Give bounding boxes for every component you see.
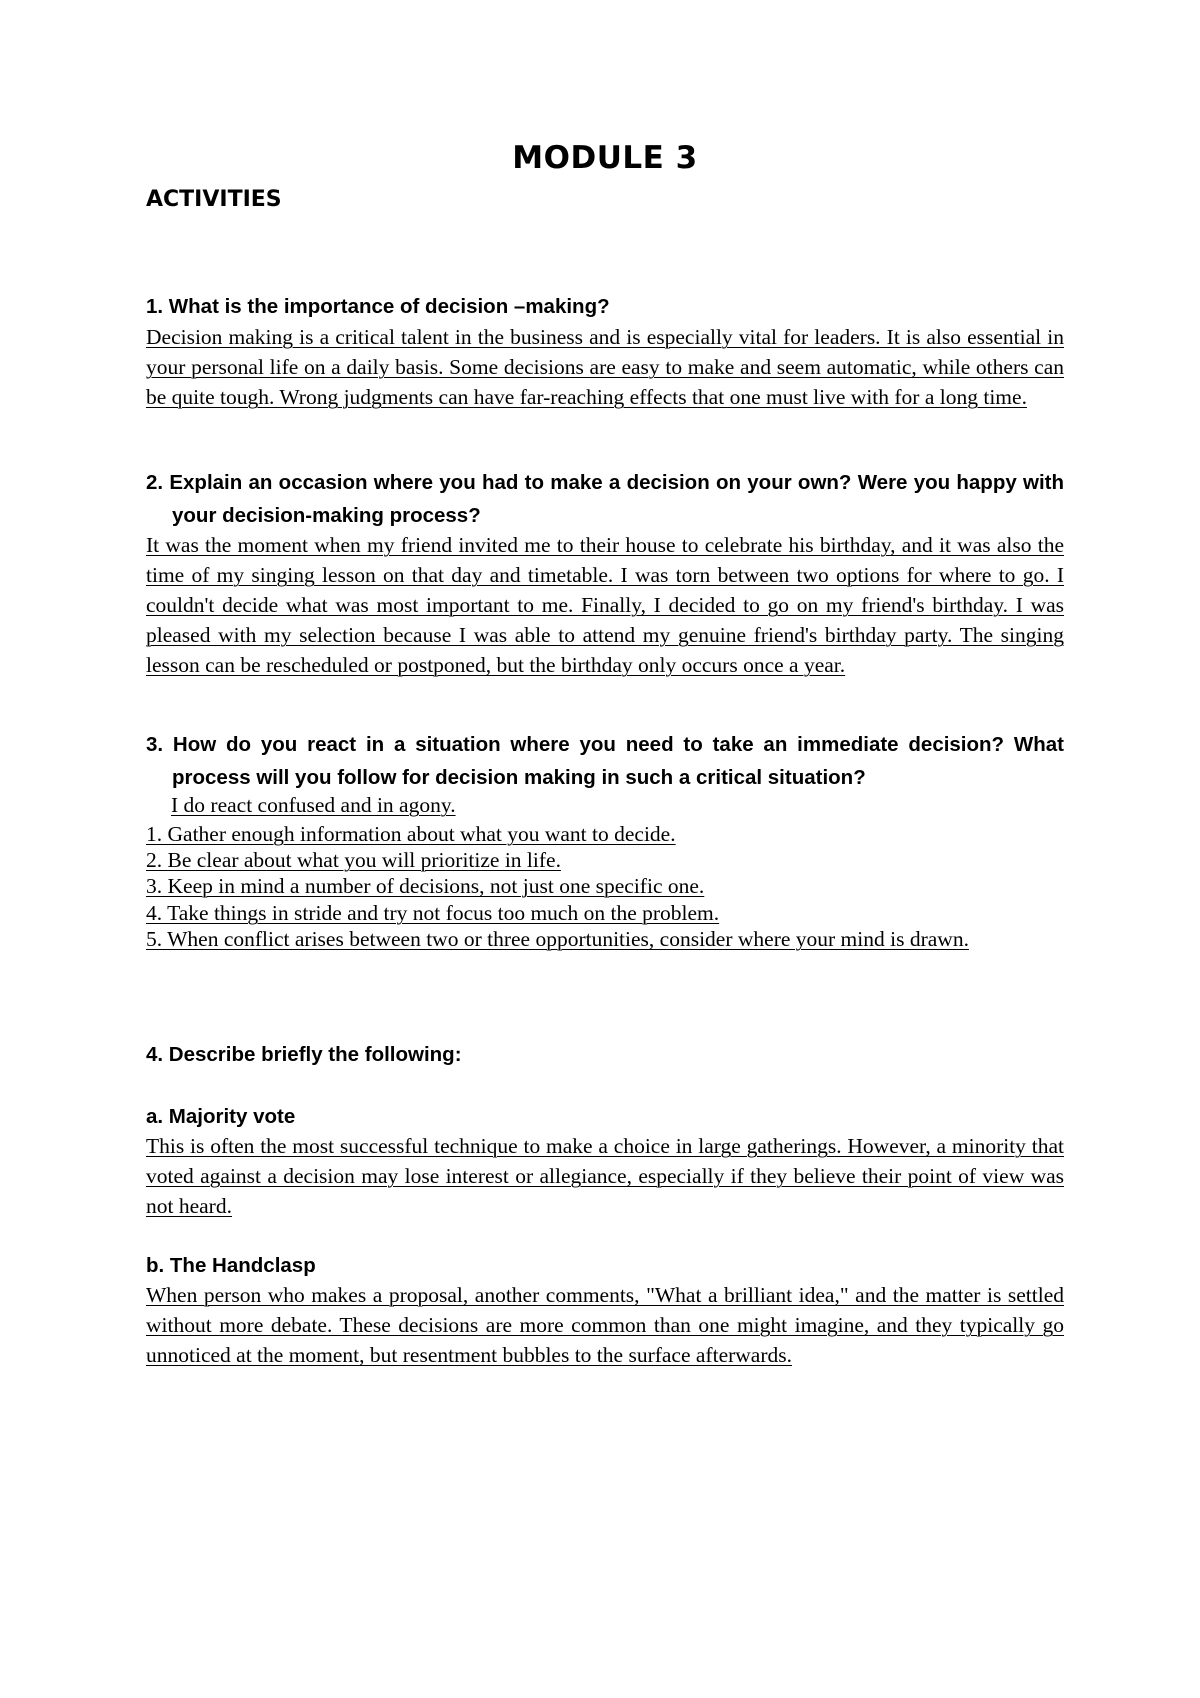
question-4: 4. Describe briefly the following:: [146, 1043, 462, 1066]
document-page: [146, 0, 1064, 1698]
decision-step: 2. Be clear about what you will prioritize in life.: [146, 848, 561, 872]
answer-majority-vote: This is often the most successful technique to make a choice in large gatherings. However, a minority that voted against a decision may lose interest or allegiance, especially if they believe their point of view was not heard.: [146, 1134, 1064, 1218]
answer-2: It was the moment when my friend invited me to their house to celebrate his birthday, and it was also the time of my singing lesson on that day and timetable. I was torn between two options for where to go. I couldn't decide what was most important to me. Finally, I decided to go on my friend's birthday. I was pleased with my selection because I was able to attend my genuine friend's birthday party. The singing lesson can be rescheduled or postponed, but the birthday only occurs once a year.: [146, 533, 1064, 677]
question-1: 1. What is the importance of decision –making?: [146, 295, 610, 318]
answer-1: Decision making is a critical talent in the business and is especially vital for leaders. It is also essential in your personal life on a daily basis. Some decisions are easy to make and seem automatic, while others can be quite tough. Wrong judgments can have far-reaching effects that one must live with for a long time.: [146, 325, 1064, 409]
section-heading: ACTIVITIES: [146, 187, 282, 212]
subheading-majority-vote: a. Majority vote: [146, 1105, 296, 1128]
decision-step: 1. Gather enough information about what you want to decide.: [146, 822, 676, 846]
subheading-handclasp: b. The Handclasp: [146, 1254, 316, 1277]
answer-handclasp: When person who makes a proposal, another comments, "What a brilliant idea," and the matter is settled without more debate. These decisions are more common than one might imagine, and they typically go unnoticed at the moment, but resentment bubbles to the surface afterwards.: [146, 1283, 1064, 1367]
decision-step: 5. When conflict arises between two or three opportunities, consider where your mind is drawn.: [146, 927, 969, 951]
question-3: 3. How do you react in a situation where you need to take an immediate decision? What process will you follow for decision making in such a critical situation?: [146, 733, 1064, 789]
decision-step: 4. Take things in stride and try not focus too much on the problem.: [146, 901, 720, 925]
decision-step: 3. Keep in mind a number of decisions, not just one specific one.: [146, 874, 705, 898]
question-2: 2. Explain an occasion where you had to make a decision on your own? Were you happy with your decision-making process?: [146, 471, 1064, 527]
answer-3-intro: I do react confused and in agony.: [171, 793, 456, 817]
page-title: MODULE 3: [512, 140, 698, 176]
